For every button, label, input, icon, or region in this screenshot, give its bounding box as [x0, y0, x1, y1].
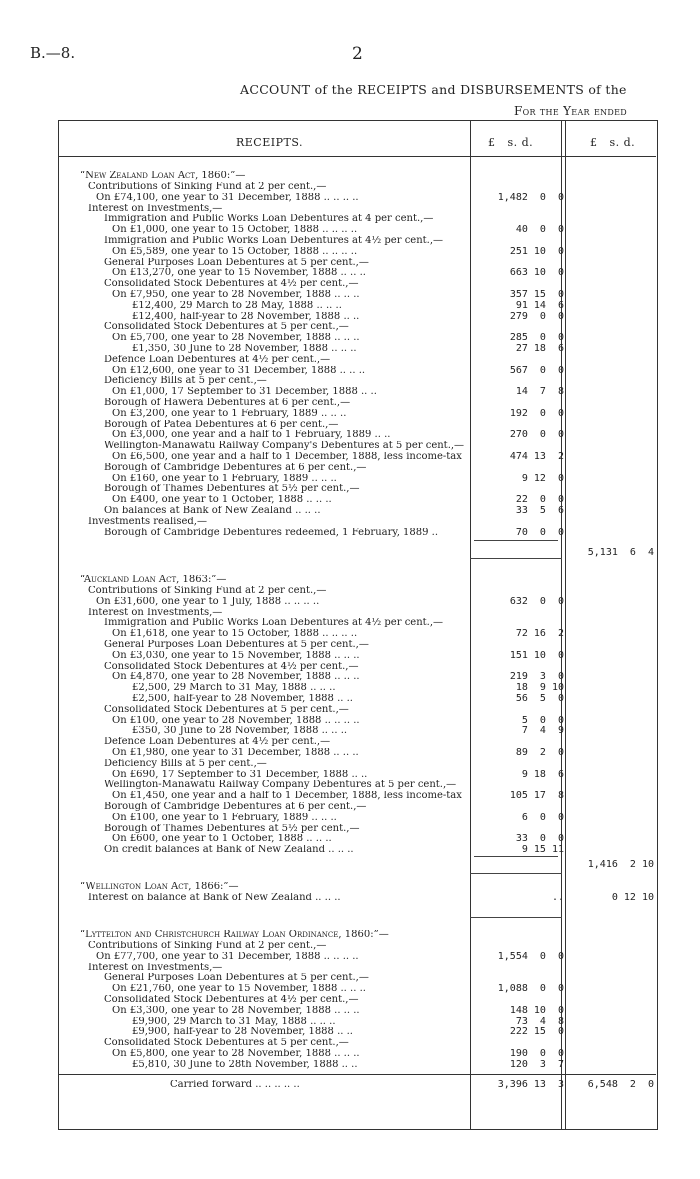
receipt-line: Borough of Cambridge Debentures redeemed, 1 February, 1889 .. — [104, 528, 439, 538]
page-number: 2 — [352, 44, 363, 64]
amount-cell: 270 0 0 — [509, 429, 564, 440]
receipt-line: On £77,700, one year to 31 December, 1888 .. .. .. .. — [96, 952, 359, 962]
receipt-line: On £3,030, one year to 15 November, 1888 .. .. .. — [112, 651, 360, 661]
receipt-line: On £3,300, one year to 28 November, 1888 .. .. .. — [112, 1006, 360, 1016]
section-heading: “Auckland Loan Act, 1863:”— — [80, 575, 227, 585]
receipt-line: On £3,200, one year to 1 February, 1889 .. .. .. — [112, 409, 347, 419]
header-divider — [58, 156, 656, 157]
receipt-line: Investments realised,— — [88, 517, 207, 527]
receipt-line: Contributions of Sinking Fund at 2 per cent.,— — [88, 182, 327, 192]
receipt-line: General Purposes Loan Debentures at 5 per cent.,— — [104, 258, 369, 268]
receipt-line: On £100, one year to 28 November, 1888 .. .. .. .. — [112, 716, 360, 726]
amount-cell: 70 0 0 — [515, 527, 564, 538]
receipt-line: On £31,600, one year to 1 July, 1888 .. .. .. .. — [96, 597, 320, 607]
amount-cell: 72 16 2 — [515, 628, 564, 639]
receipt-line: Wellington-Manawatu Railway Company's Debentures at 5 per cent.,— — [104, 441, 465, 451]
receipt-line: Borough of Thames Debentures at 5½ per cent.,— — [104, 484, 360, 494]
amount-cell: 9 15 11 — [521, 844, 564, 855]
receipt-line: £12,400, 29 March to 28 May, 1888 .. .. .. — [132, 301, 342, 311]
receipt-line: Defence Loan Debentures at 4½ per cent.,— — [104, 737, 331, 747]
receipt-line: Wellington-Manawatu Railway Company Debentures at 5 per cent.,— — [104, 780, 457, 790]
document-subtitle: For the Year ended — [514, 104, 627, 118]
receipt-line: £2,500, 29 March to 31 May, 1888 .. .. .. — [132, 683, 336, 693]
receipt-line: On £1,618, one year to 15 October, 1888 .. .. .. .. — [112, 629, 358, 639]
amount-cell: 1,088 0 0 — [497, 983, 564, 994]
receipt-line: On £5,800, one year to 28 November, 1888 .. .. .. — [112, 1049, 360, 1059]
amount-cell: 33 0 0 — [515, 833, 564, 844]
receipt-line: Interest on Investments,— — [88, 204, 223, 214]
receipt-line: Interest on Investments,— — [88, 608, 223, 618]
receipt-line: On £1,980, one year to 31 December, 1888 .. .. .. — [112, 748, 359, 758]
receipt-line: Borough of Cambridge Debentures at 6 per cent.,— — [104, 463, 367, 473]
receipt-line: On £5,589, one year to 15 October, 1888 .. .. .. .. — [112, 247, 358, 257]
amount-cell: 192 0 0 — [509, 408, 564, 419]
amount-cell: 3,396 13 3 — [497, 1079, 564, 1090]
amount-heading: £ s. d. — [488, 136, 534, 149]
receipt-line: £350, 30 June to 28 November, 1888 .. .. .. — [132, 726, 348, 736]
amount-cell: 56 5 0 — [515, 693, 564, 704]
receipt-line: Borough of Hawera Debentures at 6 per cent.,— — [104, 398, 351, 408]
receipt-line: On £400, one year to 1 October, 1888 .. .. .. — [112, 495, 332, 505]
amount-cell: 89 2 0 — [515, 747, 564, 758]
receipt-line: Interest on Investments,— — [88, 963, 223, 973]
amount-cell: 33 5 6 — [515, 505, 564, 516]
receipt-line: Consolidated Stock Debentures at 4½ per cent.,— — [104, 995, 359, 1005]
amount-cell: 22 0 0 — [515, 494, 564, 505]
amount-cell: 357 15 0 — [509, 289, 564, 300]
receipt-line: Borough of Thames Debentures at 5½ per cent.,— — [104, 824, 360, 834]
amount-cell: 222 15 0 — [509, 1026, 564, 1037]
receipt-line: On £160, one year to 1 February, 1889 .. .. .. — [112, 474, 337, 484]
receipt-line: Contributions of Sinking Fund at 2 per cent.,— — [88, 941, 327, 951]
receipt-line: On £4,870, one year to 28 November, 1888 .. .. .. — [112, 672, 360, 682]
receipt-line: Defence Loan Debentures at 4½ per cent.,— — [104, 355, 331, 365]
amount-cell: 567 0 0 — [509, 365, 564, 376]
receipt-line: £5,810, 30 June to 28th November, 1888 .. .. — [132, 1060, 358, 1070]
receipt-line: On £21,760, one year to 15 November, 1888 .. .. .. — [112, 984, 366, 994]
receipt-line: On £690, 17 September to 31 December, 1888 .. .. — [112, 770, 368, 780]
amount-cell: 27 18 6 — [515, 343, 564, 354]
document-title: ACCOUNT of the RECEIPTS and DISBURSEMENTS of the — [240, 82, 627, 97]
receipt-line: On balances at Bank of New Zealand .. .. .. — [104, 506, 321, 516]
amount-cell: 73 4 8 — [515, 1016, 564, 1027]
receipt-line: General Purposes Loan Debentures at 5 per cent.,— — [104, 640, 369, 650]
amount-cell: 18 9 10 — [515, 682, 564, 693]
receipt-line: Interest on balance at Bank of New Zealand .. .. .. — [88, 893, 341, 903]
amount-cell: 120 3 7 — [509, 1059, 564, 1070]
receipt-line: On £1,000, 17 September to 31 December, 1888 .. .. — [112, 387, 377, 397]
receipt-line: On £6,500, one year and a half to 1 December, 1888, less income-tax — [112, 452, 462, 462]
total-cell: 6,548 2 0 — [587, 1079, 654, 1090]
section-rule — [470, 917, 562, 918]
amount-cell: 474 13 2 — [509, 451, 564, 462]
receipt-line: £9,900, half-year to 28 November, 1888 .. .. — [132, 1027, 353, 1037]
amount-cell: 9 12 0 — [521, 473, 564, 484]
amount-cell: 7 4 9 — [521, 725, 564, 736]
receipt-line: On credit balances at Bank of New Zealand .. .. .. — [104, 845, 354, 855]
receipt-line: £12,400, half-year to 28 November, 1888 .. .. — [132, 312, 360, 322]
amount-cell: 663 10 0 — [509, 267, 564, 278]
receipt-line: On £5,700, one year to 28 November, 1888 .. .. .. — [112, 333, 360, 343]
amount-cell: 148 10 0 — [509, 1005, 564, 1016]
receipt-line: On £12,600, one year to 31 December, 1888 .. .. .. — [112, 366, 366, 376]
receipt-line: Borough of Cambridge Debentures at 6 per cent.,— — [104, 802, 367, 812]
section-heading: “New Zealand Loan Act, 1860:”— — [80, 171, 246, 181]
receipt-line: £9,900, 29 March to 31 May, 1888 .. .. .. — [132, 1017, 336, 1027]
total-cell: 1,416 2 10 — [587, 859, 654, 870]
receipt-line: Immigration and Public Works Loan Debentures at 4½ per cent.,— — [104, 618, 444, 628]
receipt-line: On £1,450, one year and a half to 1 December, 1888, less income-tax — [112, 791, 462, 801]
amount-cell: 151 10 0 — [509, 650, 564, 661]
receipt-line: General Purposes Loan Debentures at 5 per cent.,— — [104, 973, 369, 983]
receipt-line: Consolidated Stock Debentures at 5 per cent.,— — [104, 1038, 349, 1048]
amount-cell: 40 0 0 — [515, 224, 564, 235]
receipt-line: Consolidated Stock Debentures at 4½ per cent.,— — [104, 279, 359, 289]
amount-cell: 1,554 0 0 — [497, 951, 564, 962]
receipt-line: Consolidated Stock Debentures at 5 per cent.,— — [104, 705, 349, 715]
document-reference: B.—8. — [30, 44, 76, 62]
section-heading: “Lyttelton and Christchurch Railway Loan Ordinance, 1860:”— — [80, 930, 389, 940]
total-heading: £ s. d. — [590, 136, 636, 149]
receipt-line: Borough of Patea Debentures at 6 per cent.,— — [104, 420, 339, 430]
receipt-line: Deficiency Bills at 5 per cent.,— — [104, 376, 267, 386]
receipt-line: £2,500, half-year to 28 November, 1888 .. .. — [132, 694, 353, 704]
amount-cell: 5 0 0 — [521, 715, 564, 726]
amount-cell: 1,482 0 0 — [497, 192, 564, 203]
receipt-line: On £13,270, one year to 15 November, 1888 .. .. .. — [112, 268, 366, 278]
receipt-line: Immigration and Public Works Loan Debentures at 4½ per cent.,— — [104, 236, 444, 246]
amount-cell: 219 3 0 — [509, 671, 564, 682]
receipt-line: On £74,100, one year to 31 December, 1888 .. .. .. .. — [96, 193, 359, 203]
receipt-line: On £600, one year to 1 October, 1888 .. .. .. — [112, 834, 332, 844]
section-rule — [470, 873, 562, 874]
receipt-line: Immigration and Public Works Loan Debentures at 4 per cent.,— — [104, 214, 434, 224]
amount-cell: 632 0 0 — [509, 596, 564, 607]
carried-forward-divider — [58, 1074, 656, 1075]
receipt-line: £1,350, 30 June to 28 November, 1888 .. .. .. — [132, 344, 357, 354]
amount-cell: 9 18 6 — [521, 769, 564, 780]
receipt-line: Consolidated Stock Debentures at 4½ per cent.,— — [104, 662, 359, 672]
amount-cell: 105 17 8 — [509, 790, 564, 801]
receipt-line: On £100, one year to 1 February, 1889 .. .. .. — [112, 813, 337, 823]
receipt-line: On £7,950, one year to 28 November, 1888 .. .. .. — [112, 290, 360, 300]
receipt-line: On £1,000, one year to 15 October, 1888 .. .. .. .. — [112, 225, 358, 235]
amount-cell: 251 10 0 — [509, 246, 564, 257]
section-heading: “Wellington Loan Act, 1866:”— — [80, 882, 239, 892]
amount-cell: 6 0 0 — [521, 812, 564, 823]
amount-cell: .. — [551, 892, 564, 903]
receipt-line: On £3,000, one year and a half to 1 February, 1889 .. .. — [112, 430, 391, 440]
amount-cell: 14 7 8 — [515, 386, 564, 397]
receipt-line: Contributions of Sinking Fund at 2 per cent.,— — [88, 586, 327, 596]
total-cell: 0 12 10 — [611, 892, 654, 903]
amount-cell: 190 0 0 — [509, 1048, 564, 1059]
receipt-line: Carried forward .. .. .. .. .. — [170, 1080, 300, 1090]
receipt-line: Consolidated Stock Debentures at 5 per cent.,— — [104, 322, 349, 332]
receipt-line: Deficiency Bills at 5 per cent.,— — [104, 759, 267, 769]
amount-cell: 91 14 6 — [515, 300, 564, 311]
section-rule — [470, 558, 562, 559]
amount-cell: 285 0 0 — [509, 332, 564, 343]
subtotal-rule — [474, 856, 558, 857]
amount-cell: 279 0 0 — [509, 311, 564, 322]
subtotal-rule — [474, 540, 558, 541]
total-cell: 5,131 6 4 — [587, 547, 654, 558]
receipts-heading: RECEIPTS. — [236, 136, 303, 149]
